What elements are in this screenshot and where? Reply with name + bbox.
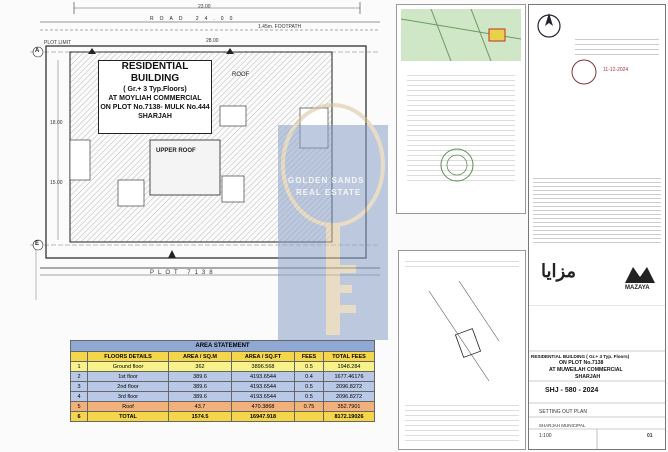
table-row [71, 372, 375, 382]
grid-marker-e: E [35, 241, 40, 247]
cell-no: 5 [71, 402, 88, 412]
plot-limit-label: PLOT LIMIT [44, 40, 72, 46]
cell-fees: 0.4 [295, 372, 324, 382]
company-logo-arabic: مزايا [541, 261, 577, 281]
cell-total: 2096.8272 [324, 382, 375, 392]
cell-sqm: 389.6 [169, 382, 232, 392]
cell-fees [295, 412, 324, 422]
road-label: ROAD 24.00 [150, 16, 239, 22]
cell-no: 3 [71, 382, 88, 392]
cell-sqft: 470.3868 [232, 402, 295, 412]
cell-no: 1 [71, 362, 88, 372]
notes-fine-print [533, 175, 661, 245]
cell-fees: 0.5 [295, 392, 324, 402]
cell-sqft: 4193.6544 [232, 382, 295, 392]
table-row [71, 402, 375, 412]
drawing-title-box [98, 60, 212, 134]
north-arrow-icon [535, 9, 563, 43]
table-row [71, 412, 375, 422]
plot-document [398, 250, 526, 450]
project-city: SHARJAH [575, 374, 601, 380]
cell-total: 1948.284 [324, 362, 375, 372]
cell-sqm: 389.6 [169, 372, 232, 382]
title-block-strip [528, 4, 666, 450]
document-seal [437, 145, 477, 185]
cell-floor: 3rd floor [88, 392, 169, 402]
col-header-sqm: AREA / SQ.M [169, 352, 232, 362]
cell-sqm: 362 [169, 362, 232, 372]
cell-floor: Roof [88, 402, 169, 412]
stamp-date: 11-12-2024 [603, 67, 629, 73]
cell-total: 8172.19026 [324, 412, 375, 422]
table-row [71, 362, 375, 372]
plot-sketch [419, 281, 509, 391]
drawing-title: SETTING OUT PLAN [539, 409, 587, 415]
cell-no: 4 [71, 392, 88, 402]
cell-no: 2 [71, 372, 88, 382]
cell-sqm: 43.7 [169, 402, 232, 412]
col-header-total-fees: TOTAL FEES [324, 352, 375, 362]
cell-total: 352.7901 [324, 402, 375, 412]
cell-sqm: 1574.5 [169, 412, 232, 422]
table-row [71, 392, 375, 402]
upper-roof-label: UPPER ROOF [156, 148, 196, 154]
title-line-2: ( Gr.+ 3 Typ.Floors) [123, 86, 187, 93]
project-title: RESIDENTIAL BUILDING ( Gr.+ 3 Typ. Floors) [531, 354, 630, 359]
footpath-label: 1.45m. FOOTPATH [258, 24, 302, 30]
project-location: AT MUWEILAH COMMERCIAL [549, 367, 623, 373]
plot-number-label: PLOT 7138 [150, 270, 217, 276]
title-line-4: ON PLOT No.7138- MULK No.444 [100, 104, 210, 111]
cell-floor: 2nd floor [88, 382, 169, 392]
cell-floor: Ground floor [88, 362, 169, 372]
project-plot: ON PLOT No.7138 [559, 360, 604, 366]
title-block-grid [529, 305, 665, 449]
company-name: MAZAYA [625, 285, 650, 291]
drawing-number: SHJ - 580 - 2024 [545, 387, 599, 394]
side-dimension-1: 18.00 [50, 120, 63, 126]
cell-total: 1677.46176 [324, 372, 375, 382]
watermark-logo [278, 95, 388, 340]
cell-fees: 0.5 [295, 362, 324, 372]
title-line-1: RESIDENTIAL BUILDING [121, 61, 189, 84]
owner-name: SHARJAH MUNICIPAL [539, 423, 586, 428]
col-header-no [71, 352, 88, 362]
col-header-sqft: AREA / SQ.FT [232, 352, 295, 362]
cell-sqft: 4193.6544 [232, 372, 295, 382]
area-statement-table [70, 340, 375, 422]
cell-total: 2096.8272 [324, 392, 375, 402]
drawing-scale: 1:100 [539, 433, 552, 439]
cell-sqm: 389.6 [169, 392, 232, 402]
col-header-fees: FEES [295, 352, 324, 362]
table-row [71, 382, 375, 392]
watermark-text-2: REAL ESTATE [296, 188, 362, 197]
cell-fees: 0.75 [295, 402, 324, 412]
plot-doc-header [405, 257, 519, 271]
col-header-floors: FLOORS DETAILS [88, 352, 169, 362]
grid-marker-a: A [35, 48, 40, 54]
side-dimension-2: 15.00 [50, 180, 63, 186]
cell-floor: TOTAL [88, 412, 169, 422]
title-line-5: SHARJAH [138, 113, 172, 120]
stamp-fine-print [575, 35, 659, 59]
cell-fees: 0.5 [295, 382, 324, 392]
approval-stamp-icon [569, 57, 599, 87]
title-line-3: AT MOYLIAH COMMERCIAL [108, 95, 202, 102]
plot-doc-footer [405, 401, 519, 441]
cell-sqft: 16947.918 [232, 412, 295, 422]
cell-sqft: 4193.6544 [232, 392, 295, 402]
watermark-text-1: GOLDEN SANDS [288, 176, 365, 185]
site-map-lines [401, 9, 521, 61]
cell-floor: 1st floor [88, 372, 169, 382]
roof-label: ROOF [232, 72, 250, 78]
cell-no: 6 [71, 412, 88, 422]
table-header-row [71, 352, 375, 362]
page-number: 01 [647, 433, 653, 439]
top-dimension-2: 28.00 [206, 38, 219, 44]
company-logo-icon [625, 263, 655, 283]
area-statement-caption: AREA STATEMENT [71, 341, 375, 352]
site-map-document [396, 4, 526, 214]
top-dimension-1: 23.00 [198, 4, 211, 10]
cell-sqft: 3896.568 [232, 362, 295, 372]
